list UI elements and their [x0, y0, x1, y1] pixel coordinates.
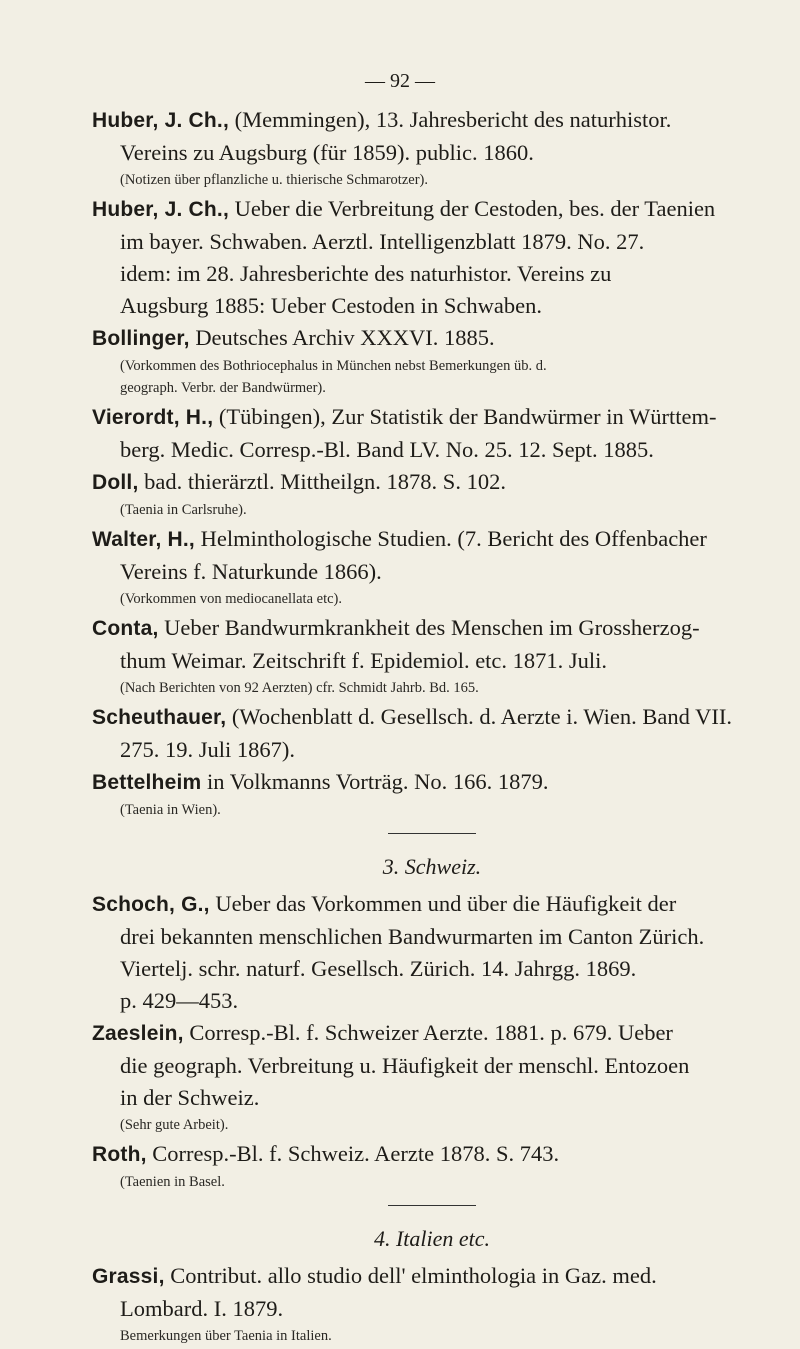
citation-line: Corresp.-Bl. f. Schweizer Aerzte. 1881. p. 679. Ueber [189, 1020, 673, 1045]
bibliography-entry [92, 523, 772, 610]
note-line: (Nach Berichten von 92 Aerzten) cfr. Schmidt Jahrb. Bd. 165. [120, 680, 479, 696]
citation-line: idem: im 28. Jahresberichte des naturhistor. Vereins zu [120, 261, 612, 286]
note-line: geograph. Verbr. der Bandwürmer). [120, 380, 326, 396]
entry-citation [92, 401, 772, 466]
entry-note [92, 1325, 772, 1347]
section-divider [388, 1205, 476, 1206]
bibliography-entry [92, 612, 772, 699]
entry-note [92, 1114, 772, 1136]
entry-author: Walter, H., [92, 528, 195, 551]
note-line: (Sehr gute Arbeit). [120, 1117, 229, 1133]
citation-line: bad. thierärztl. Mittheilgn. 1878. S. 102. [144, 469, 506, 494]
section-divider [388, 833, 476, 834]
citation-line: (Tübingen), Zur Statistik der Bandwürmer in Württem- [218, 404, 717, 429]
note-line: (Vorkommen des Bothriocephalus in München nebst Bemerkungen üb. d. [120, 358, 547, 374]
citation-line: p. 429—453. [120, 988, 239, 1013]
citation-line: Vereins zu Augsburg (für 1859). public. 1860. [120, 140, 534, 165]
citation-line: Augsburg 1885: Ueber Cestoden in Schwaben. [120, 293, 543, 318]
citation-line: Corresp.-Bl. f. Schweiz. Aerzte 1878. S. 743. [152, 1141, 560, 1166]
entry-note [92, 169, 772, 191]
citation-line: thum Weimar. Zeitschrift f. Epidemiol. etc. 1871. Juli. [120, 648, 608, 673]
entry-citation [92, 1138, 772, 1171]
citation-line: in Volkmanns Vorträg. No. 166. 1879. [206, 769, 549, 794]
entry-author: Huber, J. Ch., [92, 198, 229, 221]
entry-citation [92, 466, 772, 499]
entry-note [92, 355, 772, 399]
note-line: (Vorkommen von mediocanellata etc). [120, 591, 342, 607]
note-line: (Taenien in Basel. [120, 1174, 225, 1190]
entry-author: Roth, [92, 1143, 147, 1166]
entry-author: Doll, [92, 471, 139, 494]
bibliography-entry [92, 322, 772, 399]
section-heading: 4. Italien etc. [373, 1226, 491, 1251]
entry-author: Zaeslein, [92, 1022, 184, 1045]
citation-line: 275. 19. Juli 1867). [120, 737, 296, 762]
bibliography-entry [92, 193, 772, 322]
bibliography-entry [92, 1017, 772, 1136]
bibliography-entry [92, 466, 772, 521]
section-heading: 3. Schweiz. [382, 854, 482, 879]
entry-author: Bettelheim [92, 771, 202, 794]
bibliography-entry [92, 888, 772, 1017]
citation-line: drei bekannten menschlichen Bandwurmarten im Canton Zürich. [120, 924, 705, 949]
entry-citation [92, 701, 772, 766]
entry-note [92, 677, 772, 699]
bibliography-list [92, 104, 772, 1349]
note-line: (Taenia in Carlsruhe). [120, 502, 247, 518]
citation-line: Ueber die Verbreitung der Cestoden, bes. der Taenien [234, 196, 716, 221]
citation-line: in der Schweiz. [120, 1085, 260, 1110]
citation-line: die geograph. Verbreitung u. Häufigkeit der menschl. Entozoen [120, 1053, 690, 1078]
entry-citation [92, 523, 772, 588]
page-number: — 92 — [365, 70, 435, 92]
entry-citation [92, 612, 772, 677]
citation-line: Deutsches Archiv XXXVI. 1885. [195, 325, 495, 350]
entry-author: Grassi, [92, 1265, 165, 1288]
entry-note [92, 1171, 772, 1193]
entry-note [92, 588, 772, 610]
citation-line: Contribut. allo studio dell' elminthologia in Gaz. med. [170, 1263, 657, 1288]
entry-author: Schoch, G., [92, 893, 210, 916]
citation-line: Ueber Bandwurmkrankheit des Menschen im Grossherzog- [164, 615, 700, 640]
citation-line: Ueber das Vorkommen und über die Häufigkeit der [215, 891, 677, 916]
citation-line: im bayer. Schwaben. Aerztl. Intelligenzblatt 1879. No. 27. [120, 229, 645, 254]
bibliography-entry [92, 1138, 772, 1193]
bibliography-entry [92, 701, 772, 766]
entry-note [92, 799, 772, 821]
citation-line: (Wochenblatt d. Gesellsch. d. Aerzte i. Wien. Band VII. [231, 704, 732, 729]
citation-line: (Memmingen), 13. Jahresbericht des naturhistor. [234, 107, 672, 132]
entry-citation [92, 1017, 772, 1114]
citation-line: berg. Medic. Corresp.-Bl. Band LV. No. 25. 12. Sept. 1885. [120, 437, 654, 462]
entry-citation [92, 1260, 772, 1325]
entry-citation [92, 193, 772, 322]
citation-line: Helminthologische Studien. (7. Bericht des Offenbacher [200, 526, 707, 551]
entry-citation [92, 766, 772, 799]
note-line: (Notizen über pflanzliche u. thierische Schmarotzer). [120, 172, 428, 188]
entry-author: Huber, J. Ch., [92, 109, 229, 132]
citation-line: Viertelj. schr. naturf. Gesellsch. Zürich. 14. Jahrgg. 1869. [120, 956, 637, 981]
entry-author: Conta, [92, 617, 159, 640]
bibliography-entry [92, 1260, 772, 1347]
bibliography-entry [92, 104, 772, 191]
entry-citation [92, 322, 772, 355]
entry-author: Scheuthauer, [92, 706, 227, 729]
citation-line: Lombard. I. 1879. [120, 1296, 284, 1321]
bibliography-entry [92, 766, 772, 821]
citation-line: Vereins f. Naturkunde 1866). [120, 559, 382, 584]
bibliography-entry [92, 401, 772, 466]
entry-author: Vierordt, H., [92, 406, 214, 429]
note-line: Bemerkungen über Taenia in Italien. [120, 1328, 332, 1344]
entry-note [92, 499, 772, 521]
entry-citation [92, 888, 772, 1017]
entry-citation [92, 104, 772, 169]
note-line: (Taenia in Wien). [120, 802, 221, 818]
entry-author: Bollinger, [92, 327, 190, 350]
